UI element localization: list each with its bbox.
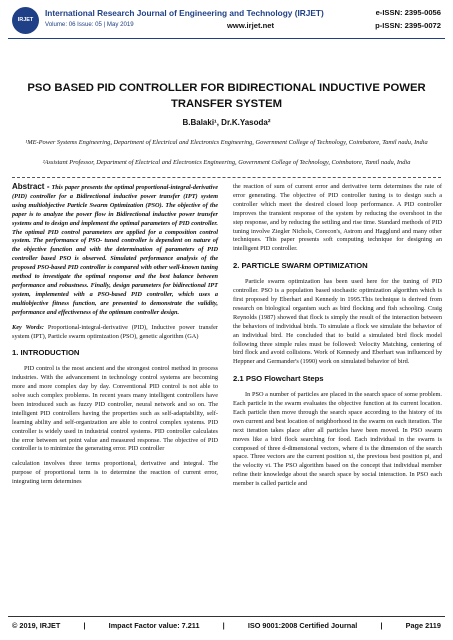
footer-separator: |	[380, 621, 383, 630]
section-separator	[12, 177, 441, 178]
footer-iso: ISO 9001:2008 Certified Journal	[247, 621, 358, 630]
right-paragraph-1: the reaction of sum of current error and derivative term determines the rate of error generating. The objective of PID controller tuning is to design such a controller which meet the desired closed loop performance. A PID controller improves the transient response of the system by reducing the overshoot in the step response, and by reducing the settling and rise time. Standard methods of PID tuning involve Ziegler Nichols, Corecon's, Astrom and Hagglund and many other techniques. This paper presents soft computing technique for designing an intelligent PID controller.	[233, 183, 442, 253]
affiliation-1: ¹ME-Power Systems Engineering, Department of Electrical and Electronics Engineering, Government College of Technology, Coimbatore, Tamil nadu, India	[25, 139, 428, 146]
footer-copyright: © 2019, IRJET	[12, 621, 61, 630]
pso-flowchart-heading: 2.1 PSO Flowchart Steps	[233, 374, 324, 384]
journal-website-link[interactable]: www.irjet.net	[227, 21, 274, 30]
paper-title: PSO BASED PID CONTROLLER FOR BIDIRECTIONAL INDUCTIVE POWER TRANSFER SYSTEM	[27, 82, 426, 110]
affiliation-2: ²Assistant Professor, Department of Electrical and Electronics Engineering, Government College of Technology, Coimbatore, Tamil nadu, India	[42, 159, 411, 166]
footer-impact-factor: Impact Factor value: 7.211	[108, 621, 200, 630]
p-issn: p-ISSN: 2395-0072	[375, 21, 441, 30]
introduction-paragraph-1: PID control is the most ancient and the strongest control method in process industries. With the advancement in technology control systems are becoming more and more complex day by day. Conventional PID control is not able to solve such complex problems. In recent years many intelligent controllers have been introduced such as fuzzy PID controller, neural network and so on. The intelligent PID controllers having the properties such as self-adaptability, self-learning ability and self-organization are able to control complex systems. PID controller is widely used in industrial control systems. PID controller calculates the error between set point value and measured response. The objective of PID controller is to minimize the generating error. PID controller	[12, 365, 218, 453]
journal-header	[12, 7, 441, 34]
abstract-text: This paper presents the optimal proportional-integral-derivative (PID) controller for a Bidirectional inductive power transfer (IPT) system using multiobjective Particle Swarm Optimization (PSO). The objective of the paper is to analyze the power flow in Bidirectional inductive power transfer systems and to design and implement the optimal parameters of PID controller. The optimal PID control parameters are applied for a composition control system. The performance of PSO- tuned controller is dependent on nature of the objective function and with the determination of parameters of PID controller based PSO is observed. Simulated performance analysis of the proposed PSO-based PID controller is compared with other well-known tuning method to investigate the optimal response and the best balance between performance and robustness. Finally, design parameters for bidirectional IPT system, implemented with a PSO-based PID controller, which uses a multiobjective fitness function, are presented to demonstrate the validity, performance and effectiveness of the optimum controller design.	[12, 184, 219, 316]
volume-issue: Volume: 06 Issue: 05 | May 2019	[45, 21, 134, 28]
journal-name: International Research Journal of Engineering and Technology (IRJET)	[45, 8, 324, 18]
pso-heading: 2. PARTICLE SWARM OPTIMIZATION	[233, 261, 368, 271]
footer-divider	[8, 616, 445, 617]
abstract-label: Abstract -	[12, 182, 50, 191]
irjet-logo: IRJET	[12, 7, 39, 34]
keywords-label: Key Words:	[12, 323, 44, 331]
abstract	[12, 183, 218, 318]
footer-separator: |	[222, 621, 225, 630]
introduction-paragraph-2: calculation involves three terms proportional, derivative and integral. The purpose of proportional term is to determine the reaction of current error, integrating term determines	[12, 460, 218, 486]
page-footer	[12, 621, 441, 630]
keywords-text: Proportional-integral-derivative (PID), Inductive power transfer system (IPT), Particle swarm optimization (PSO), genetic algorithm (GA)	[12, 323, 218, 340]
e-issn: e-ISSN: 2395-0056	[375, 8, 441, 17]
footer-separator: |	[83, 621, 86, 630]
right-column	[233, 183, 442, 495]
paper-authors: B.Balaki¹, Dr.K.Yasoda²	[182, 118, 271, 127]
footer-page-number: Page 2119	[405, 621, 441, 630]
header-divider	[8, 38, 445, 39]
introduction-heading: 1. INTRODUCTION	[12, 348, 80, 358]
keywords	[12, 324, 218, 342]
pso-paragraph: Particle swarm optimization has been used here for the tuning of PID controller. PSO is a population based stochastic optimization algorithm which is first proposed by Eberhart and Kennedy in 1995.This technique is derived from research on biological organism such as bird flocking and fish schooling. Craig Reynolds (1987) showed that flock is simply the result of the interaction between the behaviors of individual birds. To simulate a flock we simulate the behavior of an individual bird. He concluded that to build a simulated bird flock model following three simple rules must be followed: Velocity Matching, centering of bird flock and avoid collisions. Work of Kennedy and Eberhart was influenced by Heppner and Germander's (1990) work on simulated behavior of bird.	[233, 278, 442, 366]
left-column	[12, 183, 218, 493]
pso-flowchart-paragraph: In PSO a number of particles are placed in the search space of some problem. Each particle in the swarm evaluates the objective function at its current location. Each particle then move through the search space according to the history of its own current and best location of neighborhood in the swarm on each iteration. The next iteration takes place after all particles have been moved. In PSO swarm moves like a bird flock searching for food. Each individual in the swarm is composed of three d-dimensional vectors, where d is the dimension of the search space. Three vectors are the current position xi, the previous best position pi, and the velocity vi. The PSO algorithm based on the concept that individual member refine their knowledge about the search space by social interaction. In PSO each member is called particle and	[233, 391, 442, 488]
